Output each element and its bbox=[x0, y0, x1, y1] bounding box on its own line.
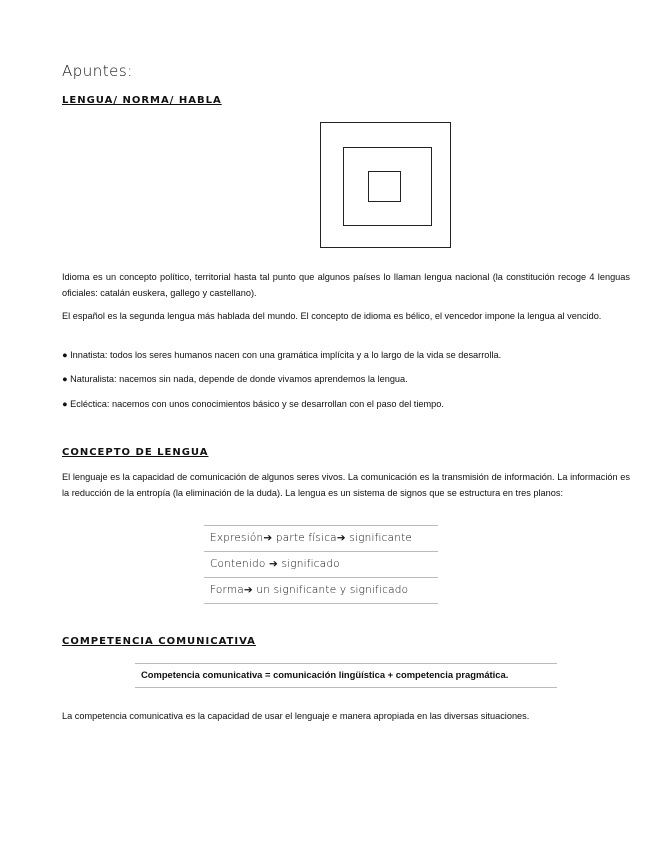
bullet-innatista: ● Innatista: todos los seres humanos nacen con una gramática implícita y a lo largo de la vida se desarrolla. bbox=[62, 350, 502, 360]
competence-formula: Competencia comunicativa = comunicación lingüística + competencia pragmática. bbox=[135, 663, 557, 688]
plane-row-expresion: Expresión➔ parte física➔ significante bbox=[204, 526, 438, 552]
paragraph-idioma: Idioma es un concepto político, territorial hasta tal punto que algunos países lo llaman lengua nacional (la constitución recoge 4 lenguas oficiales: catalán euskera, gallego y castellano). bbox=[62, 272, 630, 298]
bullet-naturalista: ● Naturalista: nacemos sin nada, depende de donde vivamos aprendemos la lengua. bbox=[62, 374, 408, 384]
page-title: Apuntes: bbox=[62, 62, 133, 80]
plane-row-forma: Forma➔ un significante y significado bbox=[204, 578, 438, 604]
planes-table bbox=[204, 525, 438, 604]
section-heading-lengua-norma-habla: LENGUA/ NORMA/ HABLA bbox=[62, 95, 222, 106]
plane-row-contenido: Contenido ➔ significado bbox=[204, 552, 438, 578]
bullet-eclectica: ● Ecléctica: nacemos con unos conocimientos básico y se desarrollan con el paso del tiempo. bbox=[62, 399, 444, 409]
section-heading-concepto-lengua: CONCEPTO DE LENGUA bbox=[62, 447, 209, 458]
section-heading-competencia-comunicativa: COMPETENCIA COMUNICATIVA bbox=[62, 636, 256, 647]
paragraph-competencia: La competencia comunicativa es la capacidad de usar el lenguaje e manera apropiada en las diversas situaciones. bbox=[62, 711, 530, 721]
paragraph-lenguaje: El lenguaje es la capacidad de comunicación de algunos seres vivos. La comunicación es la transmisión de información. La información es la reducción de la entropía (la eliminación de la duda). La lengua es un sistema de signos que se estructura en tres planos: bbox=[62, 472, 630, 498]
inner-square-habla bbox=[368, 171, 401, 202]
paragraph-espanol: El español es la segunda lengua más hablada del mundo. El concepto de idioma es bélico, el vencedor impone la lengua al vencido. bbox=[62, 311, 602, 321]
